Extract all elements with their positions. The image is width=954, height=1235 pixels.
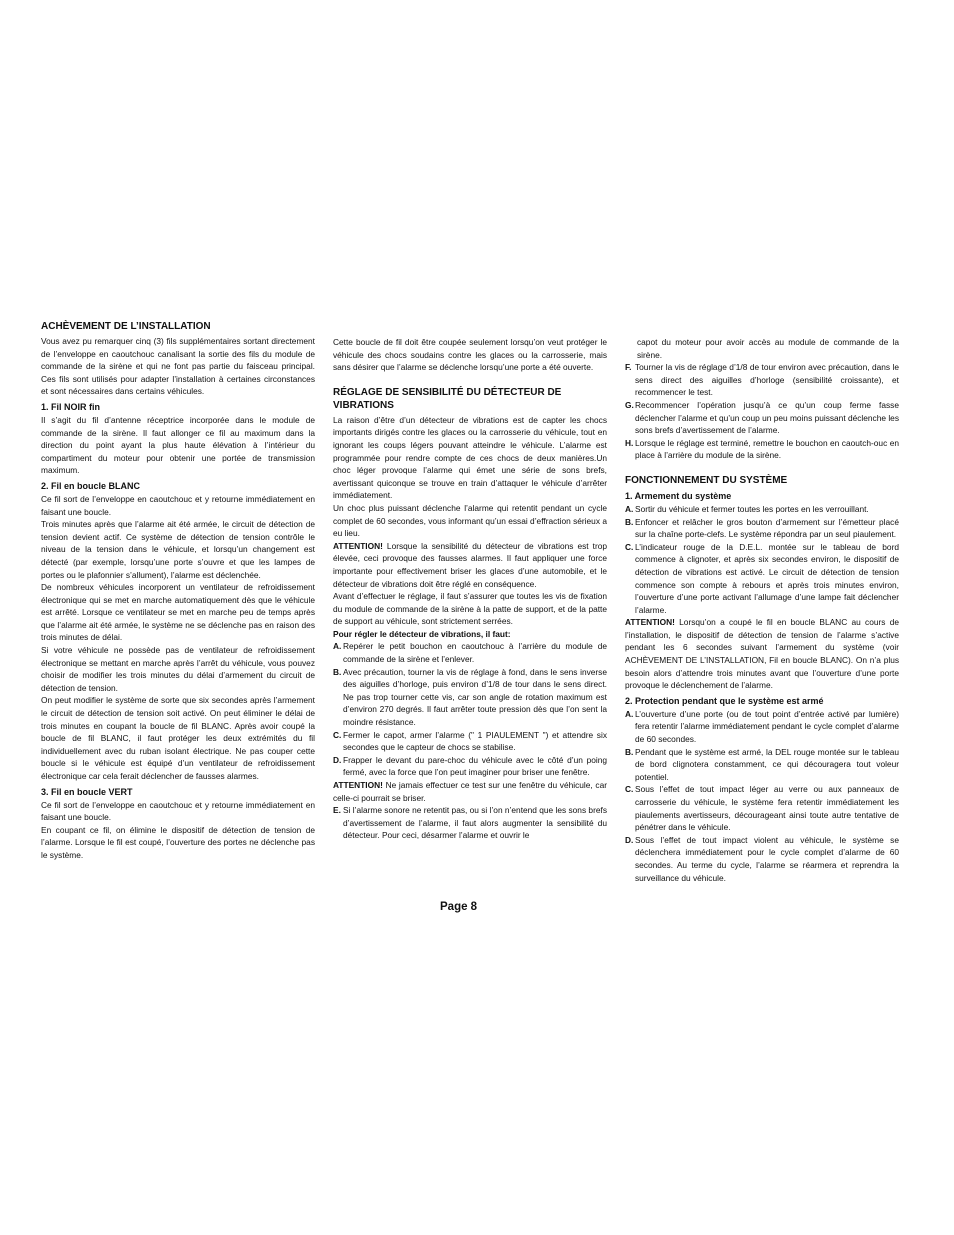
- list-item: [625, 783, 899, 833]
- list-key: A.: [625, 503, 634, 514]
- attention-note: [333, 540, 607, 590]
- attention-label: ATTENTION!: [333, 780, 383, 790]
- list-item: [625, 834, 899, 884]
- list-key: A.: [333, 641, 342, 652]
- list-key: C.: [625, 541, 634, 552]
- list-key: C.: [333, 729, 342, 740]
- list-key: E.: [333, 805, 341, 816]
- list-key: A.: [625, 708, 634, 719]
- list-text: Lorsque le réglage est terminé, remettre le bouchon en caoutch-ouc en place à l’arrière du module de la sirène.: [635, 437, 899, 461]
- subsection-title-white-loop: 2. Fil en boucle BLANC: [41, 480, 141, 491]
- list-item: [625, 503, 899, 516]
- list-item: [625, 708, 899, 746]
- attention-note: [625, 616, 899, 692]
- list-key: C.: [625, 784, 634, 795]
- list-item: [333, 754, 607, 779]
- list-key: G.: [625, 399, 634, 410]
- section-title-operation: FONCTIONNEMENT DU SYSTÈME: [625, 474, 788, 486]
- paragraph: La raison d’être d’un détecteur de vibrations est de capter les chocs importants dirigés contre les glaces ou la carrosserie du véhicule, tout en ignorant les coups légers pouvant atteindre le véhicule. L’alarme est programmée pour rendre compte de ces chocs de deux manières.Un choc léger provoque l’alarme qui émet une série de sons brefs, avertissant quiconque se trouve en train d’attaquer le véhicule d’arrêter immédiatement.: [333, 414, 607, 501]
- paragraph: Cette boucle de fil doit être coupée seulement lorsqu’on veut protéger le véhicule des chocs soudains contre les glaces ou la carrosserie, mais sans désirer que l’alarme se déclenche lorsqu’une porte a été ouverte.: [333, 337, 607, 373]
- subsection-title-protection: 2. Protection pendant que le système est armé: [625, 695, 824, 706]
- page-number: Page 8: [440, 901, 478, 913]
- list-item: [625, 361, 899, 399]
- howto-heading: Pour régler le détecteur de vibrations, il faut:: [333, 628, 511, 639]
- column-1: [41, 320, 315, 862]
- list-text: Repérer le petit bouchon en caoutchouc à l’arrière du module de commande de la sirène et l’enlever.: [343, 641, 607, 665]
- paragraph: On peut modifier le système de sorte que six secondes après l’armement le circuit de détection de tension soit activé. On peut éliminer le délai de trois minutes en coupant la boucle de fil BLANC. Après avoir coupé la boucle de fil BLANC, il faut protéger les deux extrémités du fil individuellement avec du ruban isolant électrique. Ne pas couper cette boucle si le véhicule est équipé d’un ventilateur de refroidissement électronique car cela ferait déclencher de fausses alarmes.: [41, 695, 315, 781]
- list-key: F.: [625, 362, 632, 373]
- subsection-title-arming: 1. Armement du système: [625, 490, 732, 501]
- list-text: Sous l’effet de tout impact violent au véhicule, le système se déclenchera immédiatement pour le cycle complet d’alarme de 60 secondes. Au terme du cycle, l’alarme se réarmera et reprendra la surveillance du véhicule.: [635, 834, 899, 883]
- paragraph: Ce fil sort de l’enveloppe en caoutchouc et y retourne immédiatement en faisant une boucle.: [41, 493, 315, 517]
- list-text: Frapper le devant du pare-choc du véhicule avec le côté d’un poing fermé, avec la force que l’on peut imaginer pour briser une fenêtre.: [343, 754, 607, 778]
- list-item: [625, 399, 899, 437]
- list-item: [333, 666, 607, 729]
- list-key: B.: [625, 746, 634, 757]
- list-key: D.: [333, 754, 342, 765]
- list-text: Sortir du véhicule et fermer toutes les portes en les verrouillant.: [635, 503, 869, 514]
- list-text: Sous l’effet de tout impact léger au verre ou aux panneaux de carrosserie du véhicule, le système fera retentir immédiatement les piaulements avertisseurs, décourageant ainsi toute autre tentative de pénétrer dans le véhicule.: [635, 784, 899, 833]
- list-key: B.: [333, 666, 342, 677]
- attention-label: ATTENTION!: [625, 617, 675, 628]
- subsection-title-black-wire: 1. Fil NOIR fin: [41, 401, 101, 412]
- column-3: [625, 336, 899, 884]
- list-text: Fermer le capot, armer l’alarme (" 1 PIAULEMENT ") et attendre six secondes que le capteur de chocs se stabilise.: [343, 729, 607, 753]
- list-item: [625, 437, 899, 462]
- section-title-sensitivity: RÉGLAGE DE SENSIBILITÉ DU DÉTECTEUR DE VIBRATIONS: [333, 386, 562, 411]
- list-item: [625, 746, 899, 784]
- list-text: Pendant que le système est armé, la DEL rouge montée sur le tableau de bord clignotera constamment, ce qui découragera tout voleur potentiel.: [635, 746, 899, 782]
- attention-text: Lorsque la sensibilité du détecteur de vibrations est trop élevée, ceci provoque des fausses alarmes. Il faut appliquer une force importante pour effectivement briser les glaces d’une automobile, et le détecteur de vibrations doit être réglé en conséquence.: [333, 540, 607, 589]
- attention-text: Ne jamais effectuer ce test sur une fenêtre du véhicule, car celle-ci pourrait se briser.: [333, 780, 607, 803]
- paragraph: Ce fil sort de l’enveloppe en caoutchouc et y retourne immédiatement en faisant une boucle.: [41, 799, 315, 823]
- paragraph: Un choc plus puissant déclenche l’alarme qui retentit pendant un cycle complet de 60 secondes, vous informant qu’un essai d’effraction sérieux a eu lieu.: [333, 502, 607, 539]
- paragraph: Il s’agit du fil d’antenne réceptrice incorporée dans le module de commande de la sirène. Il faut allonger ce fil au maximum dans la direction du point ayant la plus haute élévation à l’intérieur du compartiment du moteur pour obtenir une portée de transmission maximum.: [41, 414, 315, 476]
- paragraph: En coupant ce fil, on élimine le dispositif de détection de tension de l’alarme. Lorsque le fil est coupé, l’ouverture des portes ne déclenche pas le système.: [41, 824, 315, 860]
- list-item: [625, 541, 899, 617]
- section-title-installation: ACHÈVEMENT DE L’INSTALLATION: [41, 321, 211, 332]
- paragraph: De nombreux véhicules incorporent un ventilateur de refroidissement électronique qui se met en marche automatiquement dès que le véhicule est arrêté. Lorsque ce ventilateur se met en marche peu de temps après que l’alarme ait été armée, le système ne se déclenche pas en raison des trois minutes de délai.: [41, 582, 315, 643]
- column-2: [333, 336, 607, 842]
- list-text: Si l’alarme sonore ne retentit pas, ou si l’on n’entend que les sons brefs d’avertissement de l’alarme, il faut alors augmenter la sensibilité du détecteur. Pour ceci, désarmer l’alarme et ouvrir le: [343, 805, 607, 841]
- list-text: Avec précaution, tourner la vis de réglage à fond, dans le sens inverse des aiguilles d’horloge, puis environ d’1/8 de tour dans le sens direct. Ne pas trop tourner cette vis, car son angle de rotation maximum est d’environ 270 degrés. Il faut arrêter toute pression dès que l’on sent la moindre résistance.: [343, 666, 607, 728]
- list-key: H.: [625, 437, 634, 448]
- attention-note: [333, 779, 607, 804]
- list-item: [333, 804, 607, 842]
- paragraph: Avant d’effectuer le réglage, il faut s’assurer que toutes les vis de fixation du module de commande de la sirène à la patte de support, et de la patte de support au véhicule, sont strictement serrées.: [333, 591, 607, 627]
- paragraph: Si votre véhicule ne possède pas de ventilateur de refroidissement électronique se mettant en marche après l’arrêt du véhicule, vous pouvez choisir de modifier les trois minutes du délai d’armement du circuit de détection de tension.: [41, 645, 315, 693]
- attention-label: ATTENTION!: [333, 540, 383, 551]
- paragraph-continued: capot du moteur pour avoir accès au module de commande de la sirène.: [637, 337, 899, 360]
- list-text: Recommencer l’opération jusqu’à ce qu’un coup ferme fasse déclencher l’alarme et qu’un coup un peu moins puissant déclenche les sons brefs d’avertissement de l’alarme.: [635, 399, 899, 436]
- list-item: [625, 516, 899, 541]
- list-text: L’indicateur rouge de la D.E.L. montée sur le tableau de bord commence à clignoter, et après six secondes environ, le dispositif de détection de vibrations est activé. Le circuit de détection de tension commence son compte à rebours et après trois minutes environ, l’ouverture d’une porte activant l’allumage d’une lampe fait déclencher l’alarme.: [635, 541, 899, 615]
- subsection-title-green-loop: 3. Fil en boucle VERT: [41, 786, 133, 797]
- list-text: Tourner la vis de réglage d’1/8 de tour environ avec précaution, dans le sens direct des aiguilles d’horloge (sensibilité croissante), et recommencer le test.: [635, 362, 899, 398]
- list-item: [333, 640, 607, 665]
- list-item: [333, 729, 607, 754]
- list-key: D.: [625, 834, 634, 845]
- attention-text: Lorsqu’on a coupé le fil en boucle BLANC au cours de l’installation, le dispositif de détection de tension de l’alarme s’active pendant les 6 secondes suivant l’armement du système (voir ACHÈVEMENT DE L’INSTALLATION, Fil en boucle BLANC). On n’a plus besoin alors d’attendre trois minutes avant que l’ouverture d’une porte provoque le déclenchement de l’alarme.: [625, 617, 899, 691]
- paragraph: Trois minutes après que l’alarme ait été armée, le circuit de détection de tension devient actif. Ce système de détection de tension contrôle le niveau de la tension dans le véhicule, et lorsqu’un changement est détecté (par exemple, lorsqu’une porte s’ouvre et que les lampes de portes ou le plafonnier s’allument), l’alarme est déclenchée.: [41, 519, 315, 580]
- intro-paragraph: Vous avez pu remarquer cinq (3) fils supplémentaires sortant directement de l’enveloppe en caoutchouc canalisant la sortie des fils du module de commande de la sirène et qui ne font pas partie du faisceau principal. Ces fils sont utilisés pour adapter l’installation à certaines circonstances et sont nécessaires dans certains véhicules.: [41, 336, 315, 397]
- list-text: Enfoncer et relâcher le gros bouton d’armement sur l’émetteur placé sur la chaîne porte-clefs. Le système répondra par un seul piaulement.: [635, 516, 899, 540]
- list-text: L’ouverture d’une porte (ou de tout point d’entrée activé par lumière) fera retentir l’alarme immédiatement pendant le cycle complet d’alarme de 60 secondes.: [635, 708, 899, 745]
- list-key: B.: [625, 516, 634, 527]
